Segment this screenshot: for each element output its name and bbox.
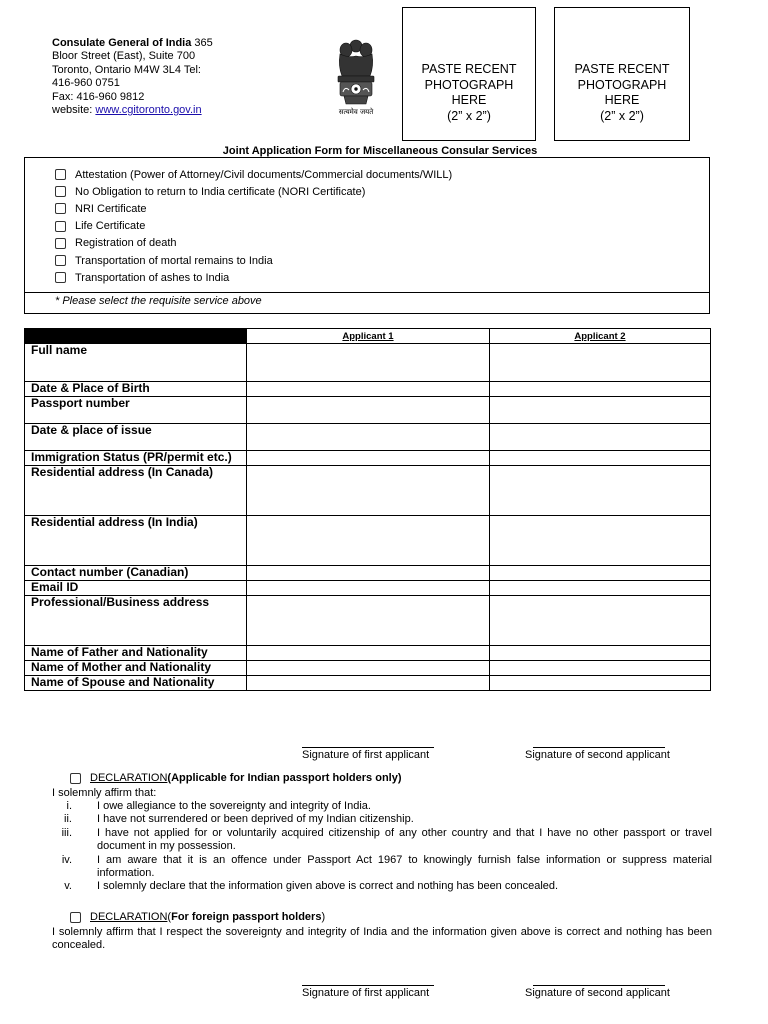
table-row [25,676,711,691]
photo-box-2[interactable] [554,7,690,141]
applicant-2-spouse-field[interactable] [490,676,711,691]
declaration-intro: I solemnly affirm that: [52,787,157,799]
table-row [25,581,711,596]
applicant-2-header: Applicant 2 [490,329,711,344]
list-item [52,813,712,826]
photo-box-text: PHOTOGRAPH [424,77,514,92]
checkbox-icon[interactable] [55,186,66,197]
row-label-father: Name of Father and Nationality [25,646,247,661]
checkbox-icon[interactable] [55,238,66,249]
row-label-passport: Passport number [25,397,247,424]
applicant-2-birth-field[interactable] [490,382,711,397]
service-label: Transportation of mortal remains to India [75,254,273,267]
applicant-2-address-india-field[interactable] [490,516,711,566]
photo-box-1[interactable] [402,7,536,141]
service-label: Attestation (Power of Attorney/Civil documents/Commercial documents/WILL) [75,168,453,181]
service-option-ashes[interactable] [55,269,452,286]
applicant-1-full-name-field[interactable] [247,344,490,382]
emblem-motto: सत्यमेव जयते [338,108,374,116]
signature-line-first[interactable] [302,747,434,748]
service-option-nori[interactable] [55,183,452,200]
applicant-1-issue-field[interactable] [247,424,490,451]
applicant-1-spouse-field[interactable] [247,676,490,691]
row-label-birth: Date & Place of Birth [25,382,247,397]
photo-box-size: (2” x 2”) [447,108,491,123]
row-label-mother: Name of Mother and Nationality [25,661,247,676]
signature-line-second[interactable] [533,985,665,986]
declaration-indian-title [70,772,402,784]
table-row [25,516,711,566]
declaration-qualifier: (Applicable for Indian passport holders only) [167,772,402,784]
photo-box-text: PASTE RECENT [574,62,670,76]
photo-box-text: HERE [604,93,640,107]
services-note: * Please select the requisite service above [55,295,262,307]
checkbox-icon[interactable] [55,272,66,283]
list-number: ii. [64,813,72,826]
table-row [25,596,711,646]
website-link[interactable]: www.cgitoronto.gov.in [95,104,202,117]
list-item [52,880,712,893]
applicant-1-mother-field[interactable] [247,661,490,676]
row-label-full-name: Full name [25,344,247,382]
applicant-details-table [24,328,711,691]
applicant-1-email-field[interactable] [247,581,490,596]
table-row [25,646,711,661]
applicant-2-passport-field[interactable] [490,397,711,424]
row-label-address-india: Residential address (In India) [25,516,247,566]
services-selection-box [24,157,710,314]
list-number: v. [64,880,72,893]
table-row [25,344,711,382]
website-label: website: [52,104,96,117]
applicant-1-address-india-field[interactable] [247,516,490,566]
applicant-2-address-canada-field[interactable] [490,466,711,516]
national-emblem [330,36,382,122]
applicant-1-contact-field[interactable] [247,566,490,581]
service-option-death-registration[interactable] [55,235,452,252]
row-label-immigration: Immigration Status (PR/permit etc.) [25,451,247,466]
row-label-email: Email ID [25,581,247,596]
org-name: Consulate General of India [52,37,192,49]
checkbox-icon[interactable] [55,203,66,214]
signature-first-label: Signature of first applicant [302,987,430,999]
table-row [25,424,711,451]
list-item [52,800,712,813]
applicant-1-birth-field[interactable] [247,382,490,397]
row-label-address-canada: Residential address (In Canada) [25,466,247,516]
list-item [52,854,712,881]
applicant-1-header: Applicant 1 [247,329,490,344]
list-text: I solemnly declare that the information given above is correct and nothing has been concealed. [97,880,559,893]
applicant-1-address-canada-field[interactable] [247,466,490,516]
service-label: Transportation of ashes to India [75,271,230,284]
applicant-1-business-address-field[interactable] [247,596,490,646]
row-label-issue: Date & place of issue [25,424,247,451]
declaration-indian-checkbox[interactable] [70,773,81,784]
fax-number: Fax: 416-960 9812 [52,90,145,103]
applicant-2-immigration-field[interactable] [490,451,711,466]
declaration-foreign-text: I solemnly affirm that I respect the sovereignty and integrity of India and the information given above is correct and nothing has been concealed. [52,926,712,952]
list-number: iii. [61,826,72,839]
list-number: iv. [61,853,72,866]
declaration-paren-open: ( [167,911,172,923]
address-line2: Bloor Street (East), Suite 700 [52,50,196,63]
declaration-paren-close: ) [321,911,326,923]
address-line3: Toronto, Ontario M4W 3L4 Tel: [52,63,201,76]
service-option-nri[interactable] [55,200,452,217]
consulate-address [52,37,213,117]
signature-second-label: Signature of second applicant [525,987,670,999]
checkbox-icon[interactable] [55,169,66,180]
list-text: I have not surrendered or been deprived of my Indian citizenship. [97,813,414,826]
checkbox-icon[interactable] [55,221,66,232]
service-option-attestation[interactable] [55,166,452,183]
signature-line-first[interactable] [302,985,434,986]
row-label-spouse: Name of Spouse and Nationality [25,676,247,691]
signature-first-label: Signature of first applicant [302,749,430,761]
list-text: I am aware that it is an offence under Passport Act 1967 to knowingly furnish false information or suppress material information. [97,853,712,880]
applicant-2-mother-field[interactable] [490,661,711,676]
applicant-2-business-address-field[interactable] [490,596,711,646]
applicant-1-passport-field[interactable] [247,397,490,424]
form-title: Joint Application Form for Miscellaneous Consular Services [222,145,538,157]
signature-second-label: Signature of second applicant [525,749,670,761]
photo-box-text: PHOTOGRAPH [577,77,667,92]
declaration-foreign-title [70,911,325,923]
list-item [52,827,712,854]
table-row [25,397,711,424]
header-blank-cell [25,329,247,344]
list-text: I have not applied for or voluntarily acquired citizenship of any other country and that I have no other passport or travel document in my possession. [97,826,712,853]
address-line4: 416-960 0751 [52,77,120,90]
applicant-1-immigration-field[interactable] [247,451,490,466]
service-label: NRI Certificate [75,202,147,215]
applicant-2-contact-field[interactable] [490,566,711,581]
service-label: Life Certificate [75,220,146,233]
service-label: No Obligation to return to India certificate (NORI Certificate) [75,185,366,198]
declaration-heading: DECLARATION [90,911,168,923]
service-label: Registration of death [75,237,177,250]
photo-box-size: (2” x 2”) [600,108,644,123]
applicant-2-issue-field[interactable] [490,424,711,451]
declaration-foreign-checkbox[interactable] [70,912,81,923]
list-number: i. [66,800,72,812]
list-text: I owe allegiance to the sovereignty and integrity of India. [97,800,371,812]
applicant-2-email-field[interactable] [490,581,711,596]
declaration-qualifier: For foreign passport holders [171,911,322,923]
signature-line-second[interactable] [533,747,665,748]
table-row [25,382,711,397]
applicant-1-father-field[interactable] [247,646,490,661]
row-label-contact: Contact number (Canadian) [25,566,247,581]
table-header-row [25,329,711,344]
table-row [25,566,711,581]
address-suite-number: 365 [191,37,213,49]
service-option-mortal-remains[interactable] [55,252,452,269]
photo-box-text: HERE [451,93,487,107]
table-row [25,451,711,466]
table-row [25,661,711,676]
declaration-items-list [52,800,712,894]
photo-box-text: PASTE RECENT [421,62,517,76]
divider [25,292,709,293]
table-row [25,466,711,516]
applicant-2-full-name-field[interactable] [490,344,711,382]
checkbox-icon[interactable] [55,255,66,266]
service-option-life-certificate[interactable] [55,218,452,235]
applicant-2-father-field[interactable] [490,646,711,661]
row-label-business-address: Professional/Business address [25,596,247,646]
declaration-heading: DECLARATION [90,772,168,784]
